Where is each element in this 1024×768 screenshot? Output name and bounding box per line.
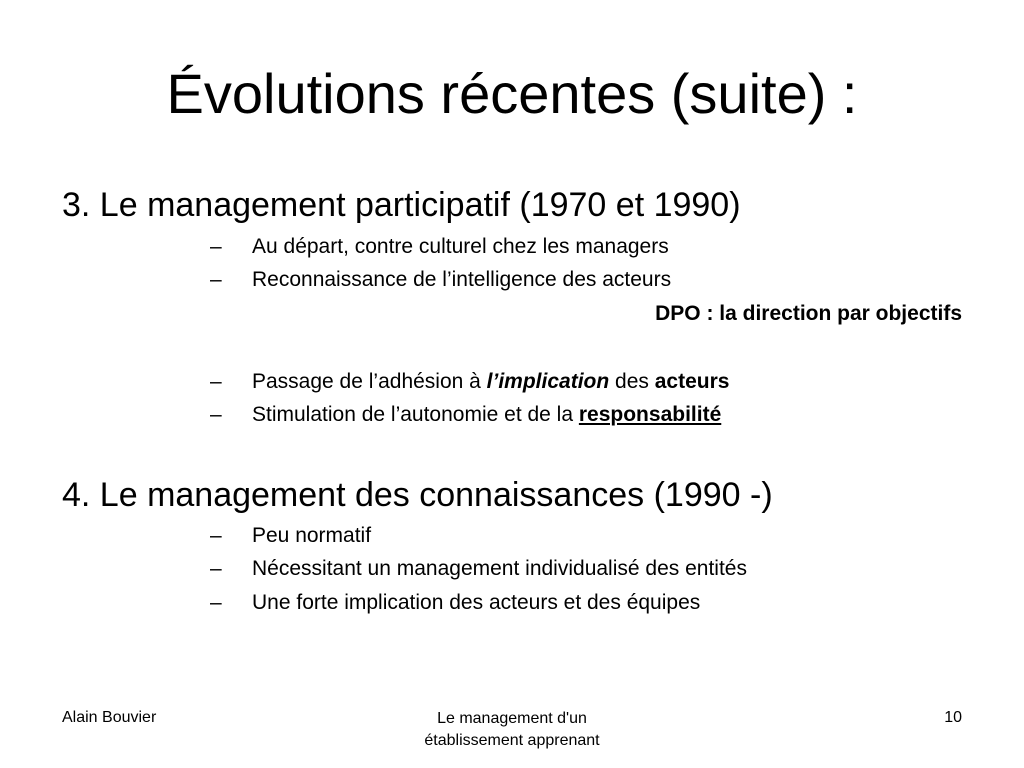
item-text-prefix: Stimulation de l’autonomie et de la bbox=[252, 403, 579, 426]
section-4-item-3 bbox=[210, 590, 700, 616]
dash-bullet: – bbox=[210, 235, 222, 258]
dash-bullet: – bbox=[210, 370, 222, 393]
item-text: Nécessitant un management individualisé des entités bbox=[252, 557, 747, 580]
responsabilite-emphasis: responsabilité bbox=[578, 403, 722, 426]
slide-title: Évolutions récentes (suite) : bbox=[166, 62, 858, 125]
footer-title-line-2: établissement apprenant bbox=[424, 732, 600, 749]
dash-bullet: – bbox=[210, 591, 222, 614]
item-text: Au départ, contre culturel chez les managers bbox=[252, 235, 669, 258]
page-number: 10 bbox=[944, 709, 962, 726]
dpo-note: DPO : la direction par objectifs bbox=[655, 302, 962, 325]
section-4-item-1 bbox=[210, 523, 371, 549]
dash-bullet: – bbox=[210, 557, 222, 580]
section-4-item-2 bbox=[210, 556, 747, 582]
section-3-item-2 bbox=[210, 267, 671, 293]
section-3-item-1 bbox=[210, 234, 669, 260]
footer-title-line-1: Le management d'un bbox=[437, 710, 587, 727]
acteurs-emphasis: acteurs bbox=[654, 370, 730, 393]
dash-bullet: – bbox=[210, 403, 222, 426]
implication-emphasis: l’implication bbox=[486, 370, 610, 393]
item-text: Peu normatif bbox=[252, 524, 372, 547]
item-text: Reconnaissance de l’intelligence des acteurs bbox=[252, 268, 672, 291]
section-3-item-3 bbox=[210, 369, 729, 395]
section-3-item-4 bbox=[210, 402, 721, 428]
item-text-mid: des bbox=[609, 370, 655, 393]
section-3-heading: 3. Le management participatif (1970 et 1990) bbox=[62, 186, 741, 224]
footer-author: Alain Bouvier bbox=[62, 709, 157, 726]
dash-bullet: – bbox=[210, 524, 222, 547]
section-4-heading: 4. Le management des connaissances (1990 -) bbox=[62, 476, 773, 514]
dash-bullet: – bbox=[210, 268, 222, 291]
item-text: Une forte implication des acteurs et des équipes bbox=[252, 591, 701, 614]
item-text-prefix: Passage de l’adhésion à bbox=[252, 370, 487, 393]
footer-presentation-title bbox=[362, 708, 662, 752]
